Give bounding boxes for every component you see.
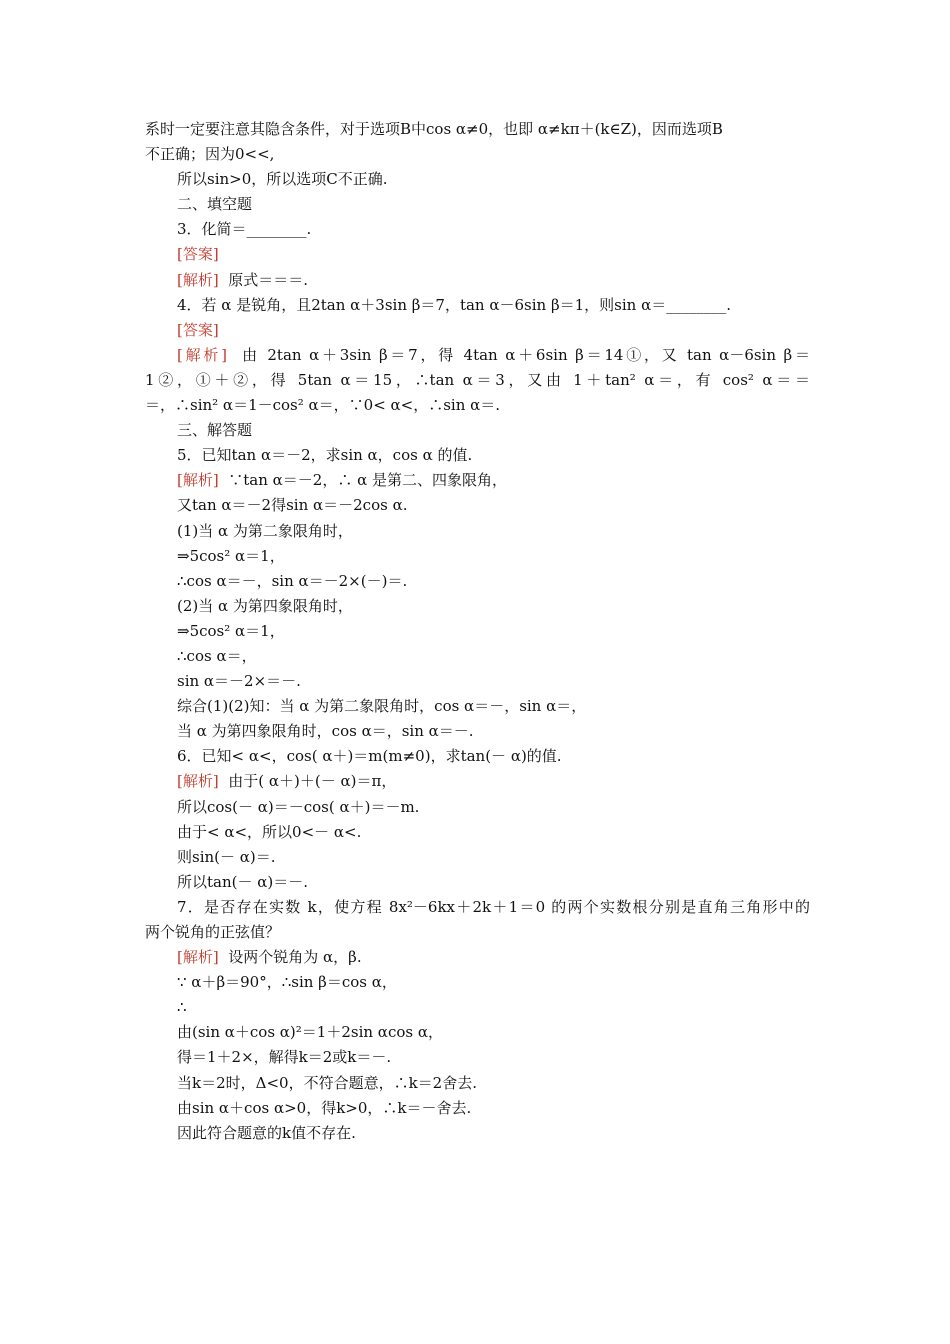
text-line: 所以cos(－ α)＝－cos( α＋)＝－m. <box>177 797 420 816</box>
document-page <box>145 117 810 1146</box>
text-line: 由sin α＋cos α>0，得k>0，∴k＝－舍去. <box>177 1098 472 1117</box>
text-line: 由(sin α＋cos α)²＝1＋2sin αcos α， <box>177 1023 443 1042</box>
question-3: 3．化简＝________. <box>177 220 312 239</box>
analysis-row <box>145 769 810 794</box>
text-line: (2)当 α 为第四象限角时， <box>177 596 353 615</box>
text-line: ⇒5cos² α＝1， <box>177 546 285 565</box>
text-line: 所以sin>0，所以选项C不正确. <box>177 170 388 189</box>
section-heading: 二、填空题 <box>177 195 253 214</box>
analysis-tag: [解析] <box>177 948 219 967</box>
analysis-tag: [解析] <box>177 345 227 364</box>
answer-tag: [答案] <box>177 245 219 264</box>
question-7: 7．是否存在实数 k，使方程 8x²－6kx＋2k＋1＝0 的两个实数根分别是直角三角形中的 <box>177 897 810 916</box>
analysis-text: 由 2tan α＋3sin β＝7，得 4tan α＋6sin β＝14①，又 tan α－6sin β＝ <box>242 345 810 364</box>
text-line: 系时一定要注意其隐含条件，对于选项B中cos α≠0，也即 α≠kπ＋(k∈Z)，因而选项B <box>145 120 723 138</box>
text-line: ∴ <box>177 998 187 1017</box>
analysis-tag: [解析] <box>177 471 219 490</box>
analysis-tag: [解析] <box>177 270 219 289</box>
text-line: ⇒5cos² α＝1， <box>177 621 285 640</box>
text-line: 得＝1＋2×，解得k＝2或k＝－. <box>177 1048 392 1067</box>
analysis-row <box>145 268 810 293</box>
analysis-row <box>145 343 810 368</box>
question-5: 5．已知tan α＝－2，求sin α，cos α 的值. <box>177 446 473 465</box>
answer-tag: [答案] <box>177 320 219 339</box>
text-line: (1)当 α 为第二象限角时， <box>177 521 353 540</box>
text-line: ∴cos α＝， <box>177 646 257 665</box>
section-heading: 三、解答题 <box>177 421 253 440</box>
text-line: ∴cos α＝－，sin α＝－2×(－)＝. <box>177 571 408 590</box>
text-line: 则sin(－ α)＝. <box>177 847 276 866</box>
text-line: ∵ α＋β＝90°，∴sin β＝cos α， <box>177 973 397 992</box>
analysis-text: 由于( α＋)＋(－ α)＝π， <box>228 772 397 791</box>
text-line: 1②，①＋②，得 5tan α＝15，∴tan α＝3，又由 1＋tan² α＝，有 cos² α＝＝ <box>145 370 810 389</box>
text-line: 不正确；因为0<<, <box>145 145 275 164</box>
question-4: 4．若 α 是锐角，且2tan α＋3sin β＝7，tan α－6sin β＝1，则sin α＝________. <box>177 295 731 314</box>
question-6: 6．已知< α<，cos( α＋)＝m(m≠0)，求tan(－ α)的值. <box>177 747 562 766</box>
answer-row <box>145 242 810 267</box>
text-line: 因此符合题意的k值不存在. <box>177 1123 356 1142</box>
text-line: 当 α 为第四象限角时，cos α＝，sin α＝－. <box>177 722 474 741</box>
text-line: 当k＝2时，Δ<0，不符合题意，∴k＝2舍去. <box>177 1073 477 1092</box>
analysis-tag: [解析] <box>177 772 219 791</box>
analysis-text: 原式＝＝＝. <box>228 270 309 289</box>
text-line: 综合(1)(2)知：当 α 为第二象限角时，cos α＝－，sin α＝， <box>177 697 587 716</box>
analysis-text: ∵tan α＝－2，∴ α 是第二、四象限角， <box>228 471 508 490</box>
answer-row <box>145 318 810 343</box>
text-line: 由于< α<，所以0<－ α<. <box>177 822 362 841</box>
text-line: 两个锐角的正弦值？ <box>145 923 281 941</box>
text-line: 所以tan(－ α)＝－. <box>177 872 309 891</box>
text-line: sin α＝－2×＝－. <box>177 672 301 691</box>
text-line: ＝，∴sin² α＝1－cos² α＝，∵0< α<，∴sin α＝. <box>145 396 501 415</box>
text-line: 又tan α＝－2得sin α＝－2cos α. <box>177 496 408 515</box>
analysis-text: 设两个锐角为 α，β. <box>228 948 362 967</box>
analysis-row <box>145 945 810 970</box>
analysis-row <box>145 468 810 493</box>
